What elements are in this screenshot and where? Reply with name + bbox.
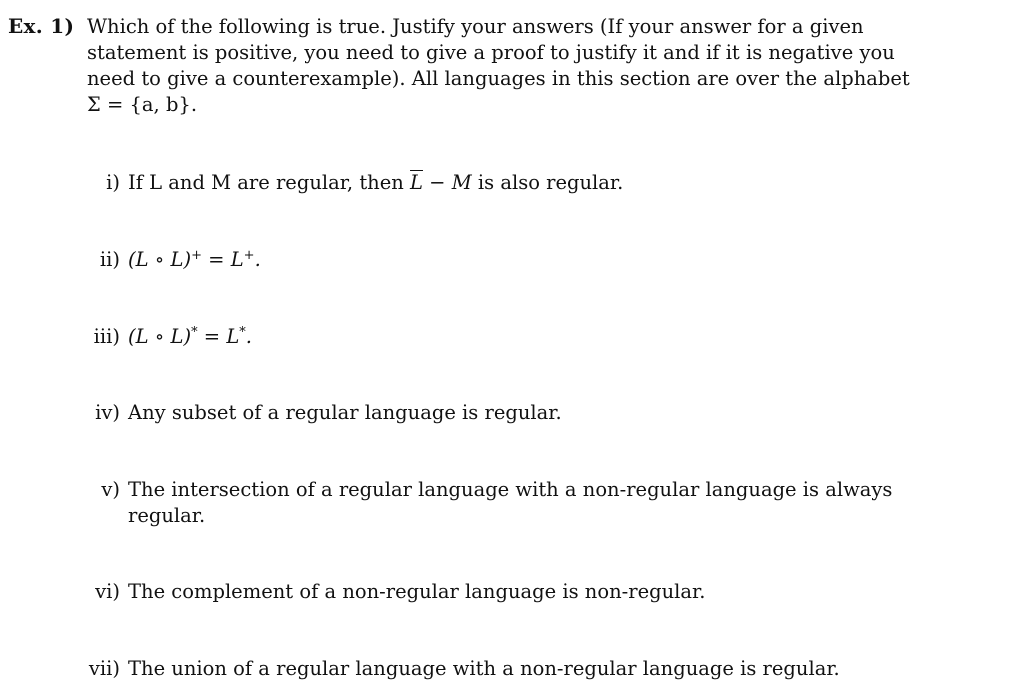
superscript: * (191, 325, 198, 340)
list-item (99, 247, 261, 273)
item-text-part: . (254, 248, 261, 271)
exercise-label: Ex. 1) (8, 14, 75, 38)
item-number: vi) (95, 580, 120, 603)
item-text (128, 248, 261, 271)
item-text-part: (L ∘ L) (128, 325, 192, 348)
list-item (93, 324, 252, 350)
item-number: ii) (99, 248, 120, 271)
superscript: + (243, 248, 255, 263)
item-text-part: M (451, 171, 472, 194)
item-text (128, 171, 623, 194)
item-text (128, 656, 840, 682)
list-item (106, 170, 624, 196)
item-text-line: The complement of a non-regular language is non-regular. (128, 580, 706, 603)
intro-line: need to give a counterexample). All languages in this section are over the alphabet (87, 67, 910, 90)
item-text-line: The union of a regular language with a non-regular language is regular. (128, 657, 840, 680)
item-number: v) (101, 478, 120, 501)
item-text-part: = L (197, 325, 240, 348)
superscript: + (191, 248, 202, 263)
item-number: vii) (88, 657, 120, 680)
item-text-part: . (245, 325, 252, 348)
list-item (95, 579, 706, 605)
superscript: * (239, 325, 246, 340)
item-text (128, 400, 562, 426)
item-text (128, 579, 705, 605)
item-number: iv) (95, 401, 120, 424)
item-text-part: = L (201, 248, 244, 271)
item-number: iii) (93, 325, 120, 348)
list-item (88, 656, 840, 682)
item-text-part: is also regular. (471, 171, 624, 194)
item-text-line: Any subset of a regular language is regular. (128, 401, 562, 424)
item-text-part: − (422, 171, 452, 194)
exercise-intro (87, 14, 910, 118)
intro-line-alphabet: Σ = {a, b}. (87, 93, 198, 116)
item-text-line: The intersection of a regular language with a non-regular language is always (128, 478, 893, 501)
intro-line: statement is positive, you need to give a proof to justify it and if it is negative you (87, 41, 895, 64)
intro-line: Which of the following is true. Justify your answers (If your answer for a given (87, 15, 864, 38)
item-text (128, 325, 252, 348)
item-text-part: (L ∘ L) (128, 248, 192, 271)
list-item (101, 477, 893, 529)
item-text (128, 477, 892, 529)
list-item (95, 400, 562, 426)
item-text-line: regular. (128, 504, 206, 527)
complement-symbol: $\overline{L}$ (410, 171, 423, 194)
item-number: i) (106, 171, 120, 194)
item-text-part: If L and M are regular, then (128, 171, 411, 194)
